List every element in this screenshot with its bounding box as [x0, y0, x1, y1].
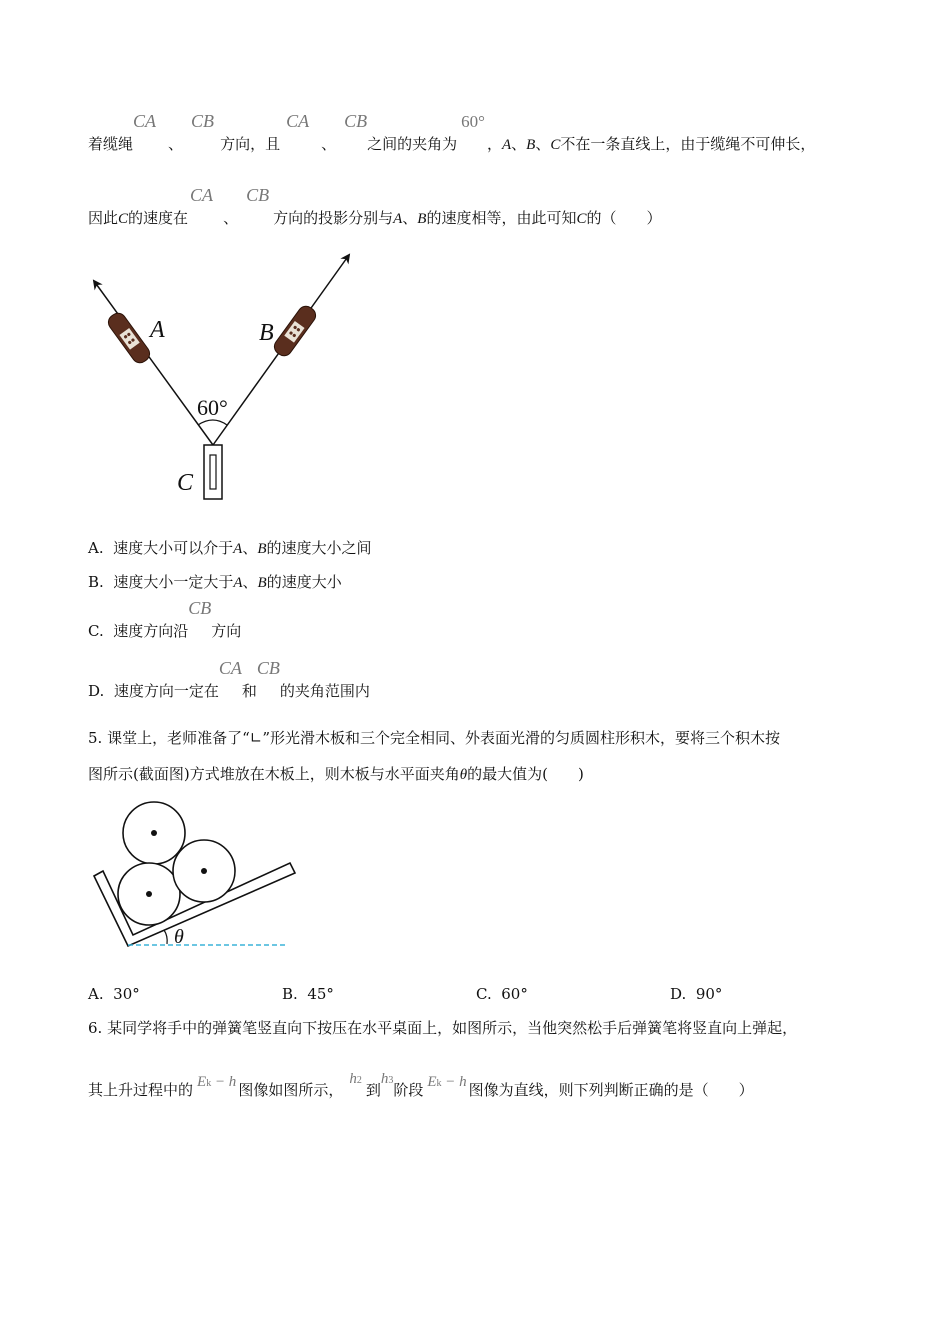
label-c: C: [177, 470, 194, 496]
math-h2: h2: [349, 1071, 362, 1087]
q4-line2: 因此C的速度在CA、CB方向的投影分别与A、B的速度相等，由此可知C的（ ）: [88, 185, 662, 227]
label-b: B: [259, 320, 274, 346]
device-a: [105, 310, 152, 366]
angle-label: 60°: [197, 395, 228, 420]
math-ek-h: Ek − h: [197, 1074, 237, 1090]
q5-figure: [88, 798, 298, 950]
q4-option-d[interactable]: D. 速度方向一定在CA和CB的夹角范围内: [88, 658, 370, 700]
q4-line1: 着缆绳CA、CB方向，且CA、CB之间的夹角为60°，A、B、C不在一条直线上，由于缆绳不可伸长，: [88, 111, 816, 153]
q5-line2: 图所示(截面图)方式堆放在木板上，则木板与水平面夹角θ的最大值为( ): [88, 765, 584, 783]
q6-line2: 其上升过程中的 Ek − h 图像如图所示，h2到h3阶段 Ek − h 图像为直线，则下列判断正确的是（ ）: [88, 1071, 754, 1099]
math-cb: CB: [191, 111, 215, 131]
q4-figure: [80, 245, 380, 510]
q5-option-d[interactable]: D. 90°: [670, 985, 723, 1003]
math-ca: CA: [133, 111, 157, 131]
math-ek-h-2: Ek − h: [427, 1074, 467, 1090]
q4-option-c[interactable]: C. 速度方向沿CB方向: [88, 598, 242, 640]
cable-ca: [94, 281, 213, 445]
math-angle: 60°: [461, 112, 485, 131]
q5-line1: 5. 课堂上，老师准备了“∟”形光滑木板和三个完全相同、外表面光滑的匀质圆柱形积木，要将三个积木按: [88, 729, 780, 747]
q5-option-b[interactable]: B. 45°: [282, 985, 334, 1003]
q4-option-b[interactable]: B. 速度大小一定大于A、B的速度大小: [88, 573, 342, 591]
label-a: A: [150, 317, 165, 343]
q4-option-a[interactable]: A. 速度大小可以介于A、B的速度大小之间: [88, 539, 372, 557]
theta-arc: [164, 930, 167, 944]
theta-label: θ: [174, 926, 184, 948]
q5-option-c[interactable]: C. 60°: [476, 985, 528, 1003]
math-h3: h3: [380, 1071, 394, 1087]
q6-line1: 6. 某同学将手中的弹簧笔竖直向下按压在水平桌面上，如图所示，当他突然松手后弹簧笔将竖直向上弹起，: [88, 1019, 798, 1037]
device-b: [271, 303, 318, 359]
q5-option-a[interactable]: A. 30°: [88, 985, 140, 1003]
angle-arc: [198, 420, 227, 425]
